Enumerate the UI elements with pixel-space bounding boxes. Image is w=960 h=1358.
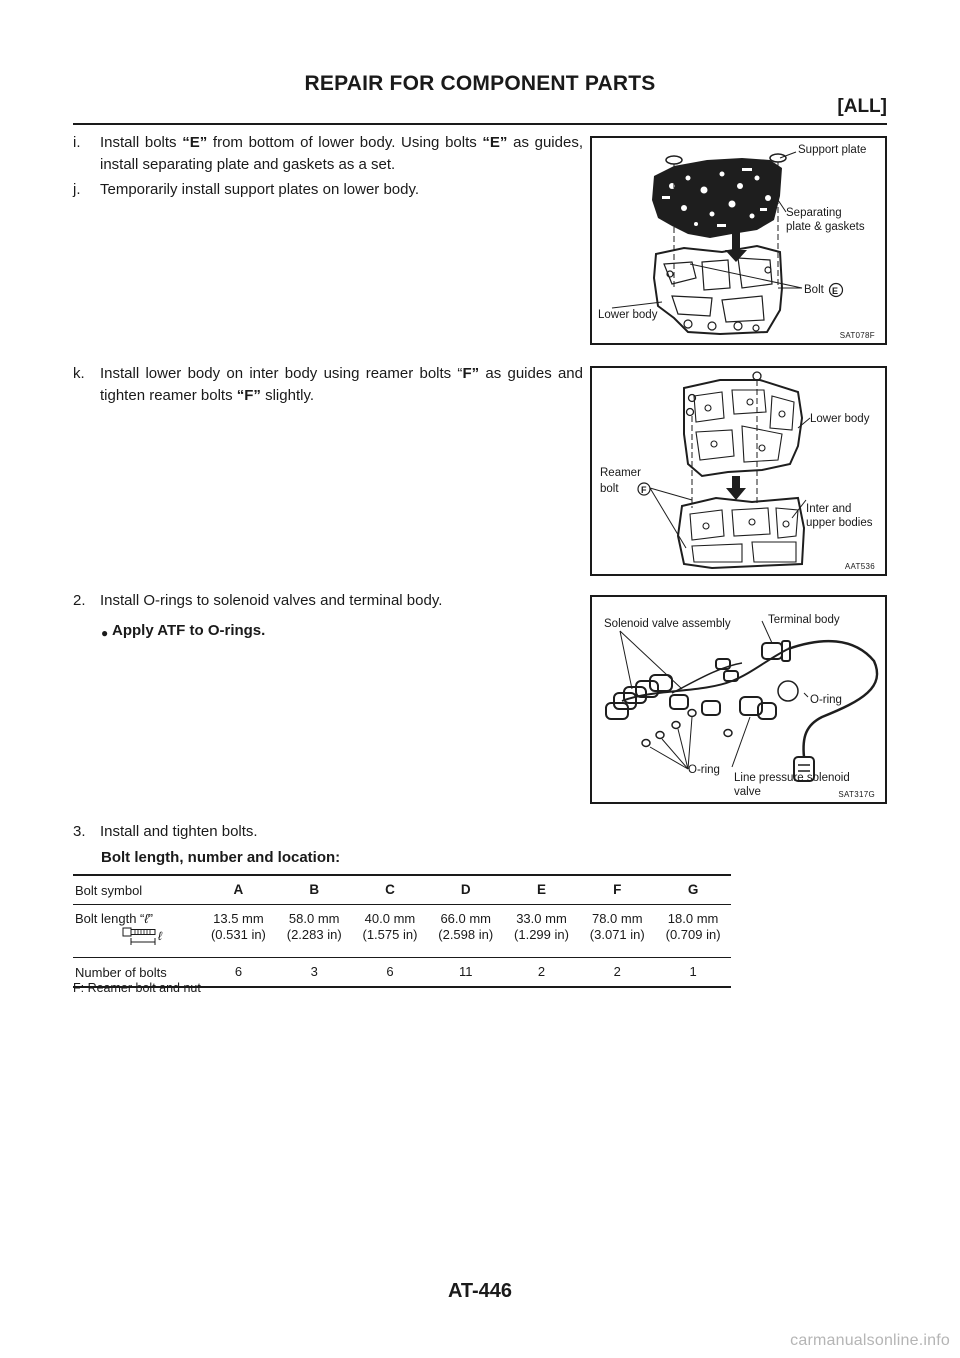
figure-code: SAT078F bbox=[839, 331, 875, 340]
step-marker: 3. bbox=[73, 823, 86, 840]
label-support-plate: Support plate bbox=[798, 144, 867, 156]
bullet-icon: ● bbox=[101, 626, 109, 640]
count-cell: 2 bbox=[613, 964, 621, 979]
label-reamer: Reamer bbox=[600, 467, 641, 479]
label-separating: Separating bbox=[786, 207, 842, 219]
col-symbol: F bbox=[579, 875, 655, 905]
label-terminal-body: Terminal body bbox=[768, 614, 840, 626]
figure-lower-body-plates bbox=[590, 136, 887, 345]
length-cell bbox=[276, 905, 352, 958]
row-header-symbol: Bolt symbol bbox=[73, 875, 201, 905]
length-letter: ℓ bbox=[158, 929, 162, 943]
table-row bbox=[73, 905, 731, 958]
bolt-spec-table bbox=[73, 874, 731, 988]
bolt-ref: “E” bbox=[182, 134, 208, 151]
step-j bbox=[73, 179, 583, 201]
figure-solenoid-valves bbox=[590, 595, 887, 804]
length-mm: 66.0 mm bbox=[440, 911, 492, 926]
bolt-ref: F” bbox=[462, 365, 480, 382]
length-mm: 13.5 mm bbox=[213, 911, 264, 926]
bolt-length-icon bbox=[75, 926, 201, 948]
step-text-part: Install and tighten bolts. bbox=[100, 823, 258, 840]
row-header-length bbox=[73, 905, 201, 958]
page-number: AT-446 bbox=[447, 1280, 513, 1302]
col-symbol: C bbox=[352, 875, 428, 905]
length-inch: (1.299 in) bbox=[514, 927, 569, 942]
step-3 bbox=[73, 821, 583, 843]
bolt-ref: “E” bbox=[482, 134, 508, 151]
step-text bbox=[100, 590, 583, 612]
length-cell bbox=[201, 905, 277, 958]
table-caption: Bolt length, number and location: bbox=[101, 849, 341, 866]
length-inch: (0.709 in) bbox=[665, 927, 721, 942]
label-valve: valve bbox=[734, 786, 761, 798]
count-cell: 6 bbox=[386, 964, 394, 979]
length-cell bbox=[352, 905, 428, 958]
step-text-part: Install lower body on inter body using reamer bolts “ bbox=[100, 365, 463, 382]
step-text-part: slightly. bbox=[260, 387, 314, 404]
label-inter-and: Inter and bbox=[806, 503, 852, 515]
count-cell: 1 bbox=[689, 964, 697, 979]
step-marker: k. bbox=[73, 365, 85, 382]
label-upper-bodies: upper bodies bbox=[806, 517, 873, 529]
label-lower-body: Lower body bbox=[810, 413, 870, 425]
length-inch: (3.071 in) bbox=[589, 927, 645, 942]
figure-code: AAT536 bbox=[844, 562, 875, 571]
bolt-ref: “F” bbox=[236, 387, 261, 404]
length-cell bbox=[579, 905, 655, 958]
length-letter: ℓ bbox=[144, 911, 149, 926]
step-text bbox=[100, 179, 583, 201]
label-o-ring: O-ring bbox=[810, 694, 842, 706]
table-footnote: F: Reamer bolt and nut bbox=[73, 981, 201, 995]
step-text-part: Install O-rings to solenoid valves and terminal body. bbox=[100, 592, 443, 609]
label-plate-gaskets: plate & gaskets bbox=[786, 221, 865, 233]
length-inch: (0.531 in) bbox=[210, 927, 266, 942]
count-cell: 3 bbox=[310, 964, 318, 979]
label-o-ring: O-ring bbox=[688, 764, 720, 776]
figure-code: SAT317G bbox=[838, 790, 875, 799]
step-text bbox=[100, 132, 583, 176]
step-text-part: Install bolts bbox=[100, 134, 183, 151]
step-i bbox=[73, 132, 583, 178]
label-bolt-symbol: F bbox=[641, 485, 647, 495]
col-symbol: G bbox=[655, 875, 731, 905]
step-text-part: as guides, install separating plate and gaskets as a set. bbox=[100, 134, 583, 173]
bolt-diagram-icon bbox=[121, 926, 181, 948]
col-symbol: D bbox=[428, 875, 504, 905]
step-text-part: from bottom of lower body. Using bolts bbox=[207, 134, 483, 151]
step-2 bbox=[73, 590, 583, 612]
length-mm: 18.0 mm bbox=[667, 911, 719, 926]
figure-lower-inter-body bbox=[590, 366, 887, 576]
header-rule bbox=[73, 123, 887, 125]
label-line-pressure: Line pressure solenoid bbox=[734, 772, 850, 784]
step-marker: i. bbox=[73, 134, 81, 151]
length-mm: 78.0 mm bbox=[591, 911, 643, 926]
col-symbol: A bbox=[201, 875, 277, 905]
step-text bbox=[100, 821, 583, 843]
length-cell bbox=[655, 905, 731, 958]
length-inch: (1.575 in) bbox=[362, 927, 418, 942]
step-text-part: as guides and tighten reamer bolts bbox=[100, 365, 583, 404]
section-tag: [ALL] bbox=[837, 96, 887, 117]
step-k bbox=[73, 363, 583, 409]
col-symbol: B bbox=[276, 875, 352, 905]
label-solenoid-assembly: Solenoid valve assembly bbox=[604, 618, 731, 630]
col-symbol: E bbox=[504, 875, 580, 905]
step-marker: j. bbox=[73, 181, 81, 198]
length-mm: 40.0 mm bbox=[364, 911, 416, 926]
label-bolt: Bolt bbox=[804, 284, 824, 296]
length-mm: 33.0 mm bbox=[516, 911, 567, 926]
step-text bbox=[100, 363, 583, 407]
label-bolt-symbol: E bbox=[832, 286, 839, 296]
step-text-part: Temporarily install support plates on lower body. bbox=[100, 181, 420, 198]
count-cell: 6 bbox=[234, 964, 243, 979]
table-row bbox=[73, 875, 731, 905]
page-title: REPAIR FOR COMPONENT PARTS bbox=[304, 72, 656, 95]
length-inch: (2.283 in) bbox=[286, 927, 342, 942]
length-label-suffix: ” bbox=[148, 911, 153, 926]
row-header-count: Number of bolts bbox=[75, 964, 167, 980]
length-cell bbox=[428, 905, 504, 958]
count-cell: 11 bbox=[458, 964, 473, 979]
count-cell: 2 bbox=[537, 964, 546, 979]
label-lower-body: Lower body bbox=[598, 309, 658, 321]
length-label: Bolt length “ bbox=[75, 911, 145, 926]
bullet-note: Apply ATF to O-rings. bbox=[112, 622, 266, 639]
length-cell bbox=[504, 905, 580, 958]
length-mm: 58.0 mm bbox=[288, 911, 340, 926]
watermark: carmanualsonline.info bbox=[790, 1332, 950, 1349]
label-bolt: bolt bbox=[600, 483, 619, 495]
length-inch: (2.598 in) bbox=[438, 927, 494, 942]
step-marker: 2. bbox=[73, 592, 86, 609]
